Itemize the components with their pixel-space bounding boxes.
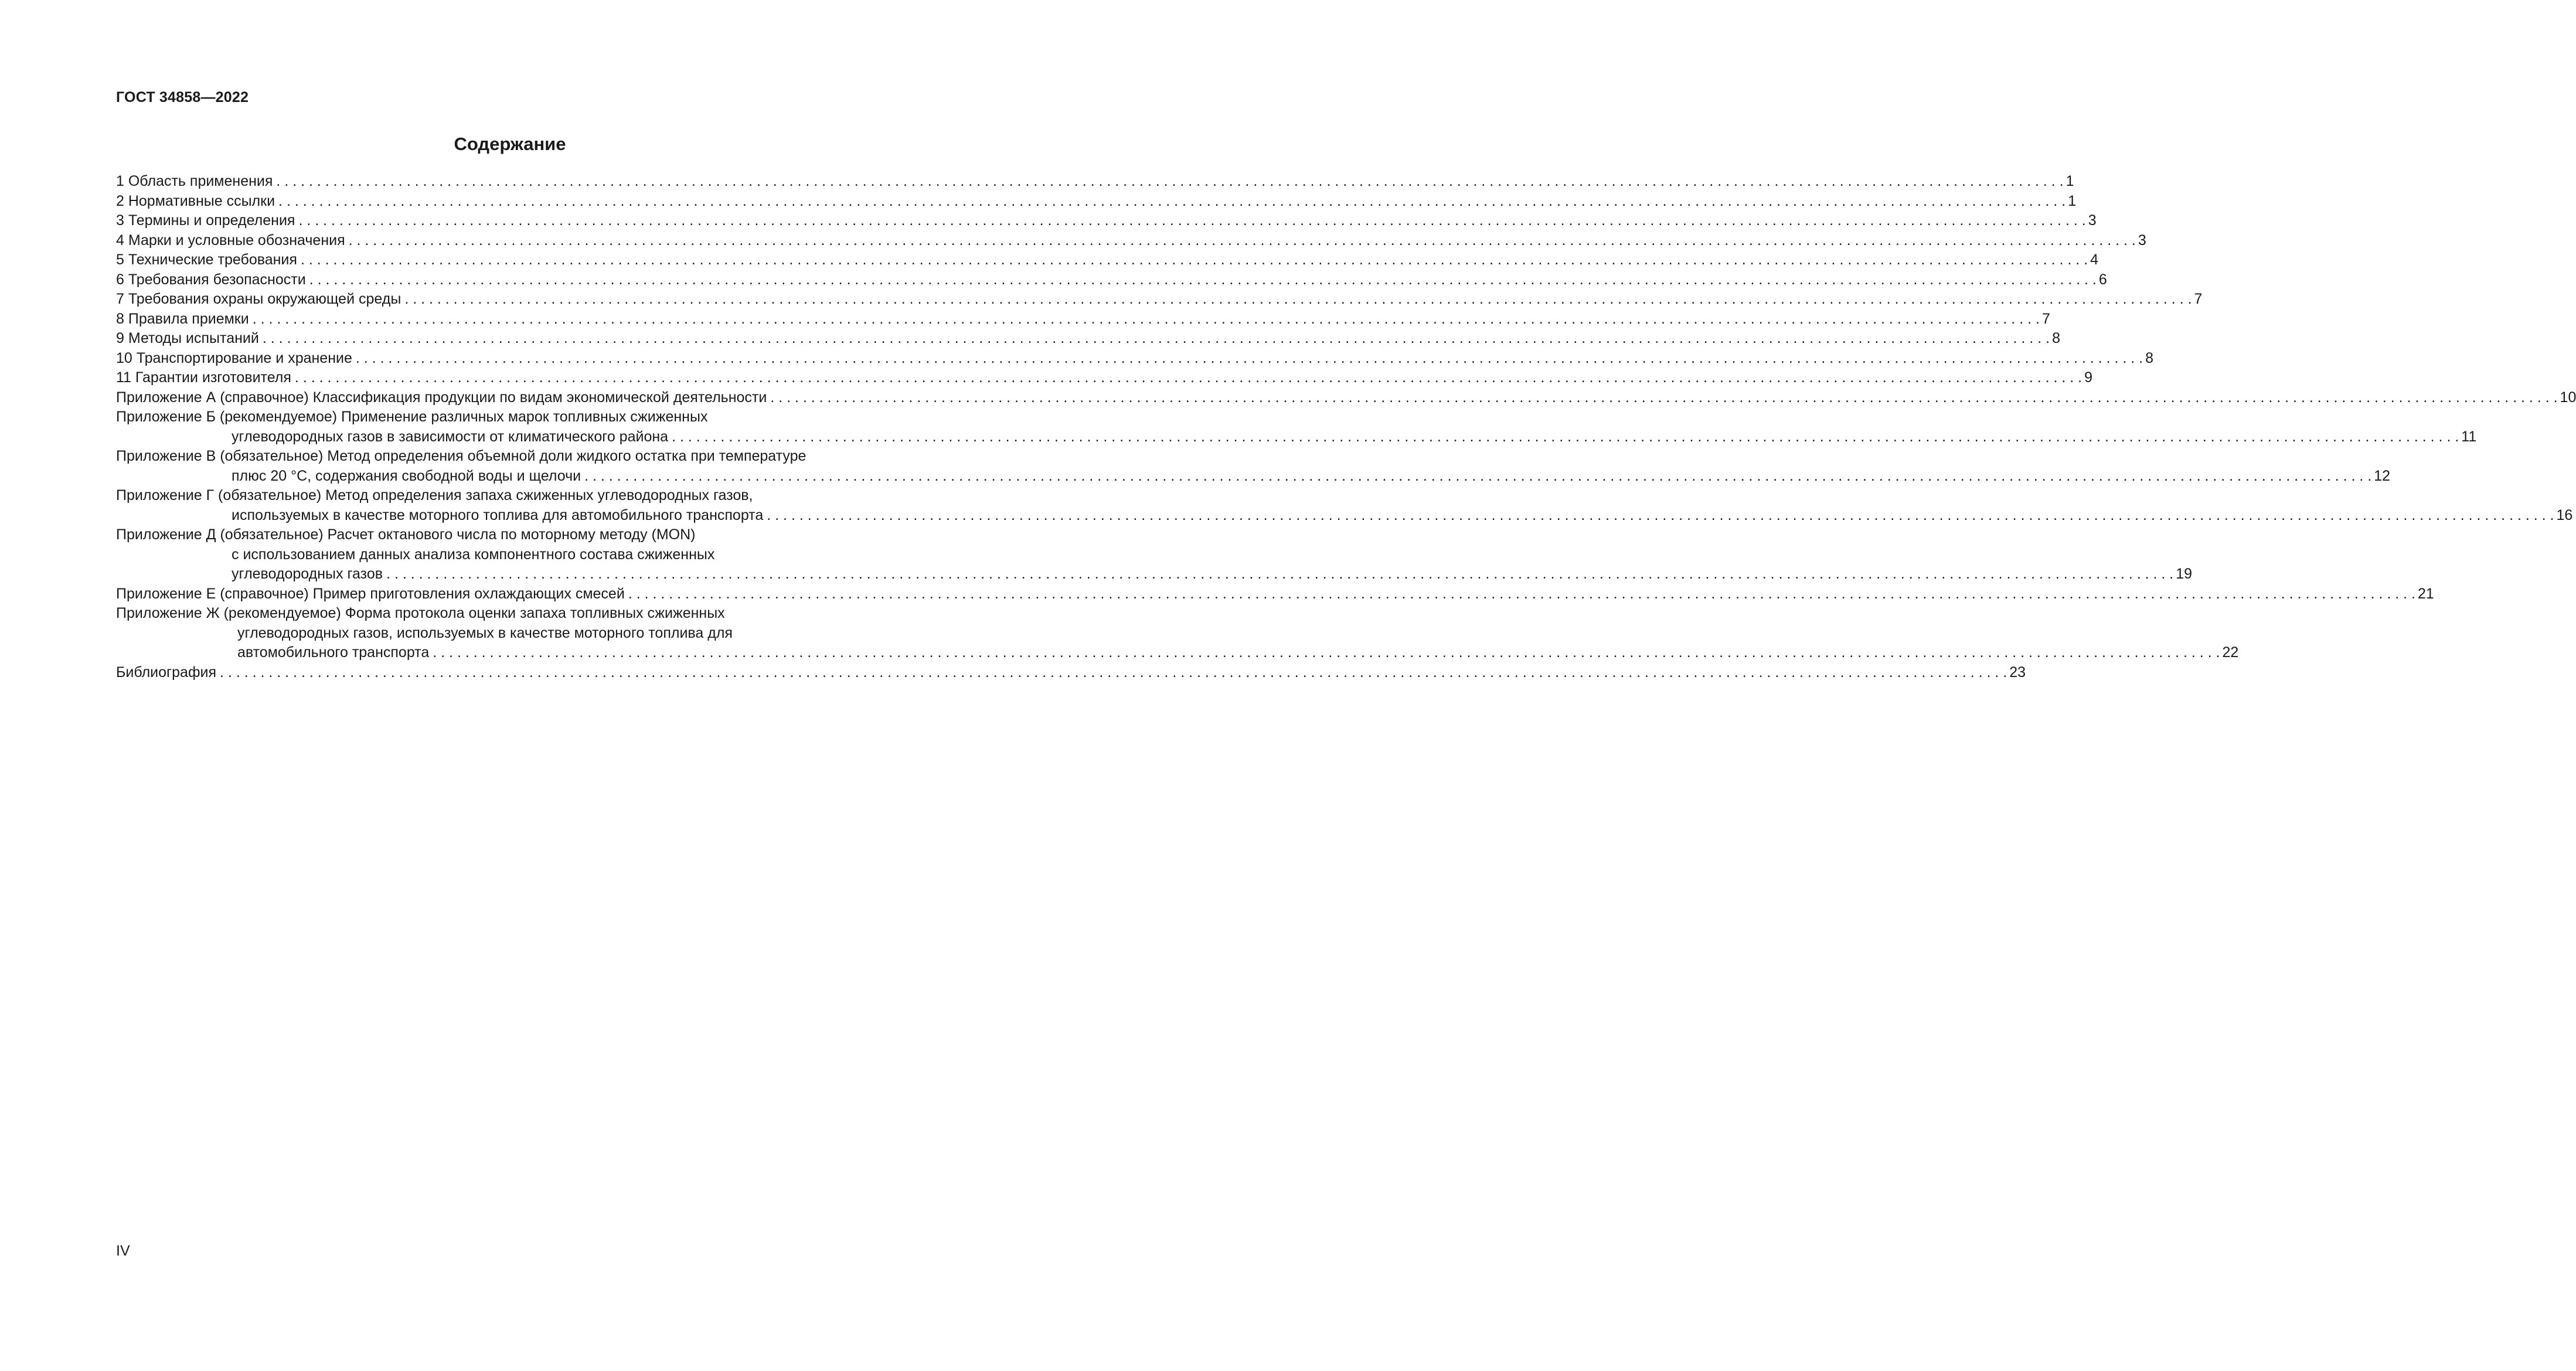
toc-entry-line: с использованием данных анализа компонентного состава сжиженных (232, 546, 715, 563)
toc-entry-page: 23 (2009, 664, 2026, 681)
dot-leader: . . . . . . . . . . . . . . . . . . . . . . . . . . . . . . . . . . . . . . . . . . . . . . . . . . . . . . . . . . . . . . . . . . . . . . . . . . . . . . . . . . . . . . . . . . . . . . . . . . . . . . . . . . . . . . . . . . . . . . . . . . . . . . . . . . . . . . . . . . . . . . . . . . . . . . . . . . . . . . . . . . . . . . . . . . . . . . . . . . . . . . . . . . . . . . . . . . . . . . . . . . . . . . . . . . . . . . . . . . . . (584, 467, 2372, 484)
toc-entry-label: 5 Технические требования (116, 251, 297, 268)
toc-entry-page: 1 (2068, 192, 2077, 209)
dot-leader: . . . . . . . . . . . . . . . . . . . . . . . . . . . . . . . . . . . . . . . . . . . . . . . . . . . . . . . . . . . . . . . . . . . . . . . . . . . . . . . . . . . . . . . . . . . . . . . . . . . . . . . . . . . . . . . . . . . . . . . . . . . . . . . . . . . . . . . . . . . . . . . . . . . . . . . . . . . . . . . . . . . . . . . . . . . . . . . . . . . . . . . . . . . . . . . . . . . . . . . . . . . . . . . . . . . . . . . . . . . . (770, 389, 2558, 406)
toc-entry[interactable] (116, 349, 2154, 369)
toc-entry-label: 4 Марки и условные обозначения (116, 232, 345, 249)
toc-entry-label: Приложение Е (справочное) Пример приготовления охлаждающих смесей (116, 585, 625, 602)
toc-entry-line: Приложение Б (рекомендуемое) Применение различных марок топливных сжиженных (116, 409, 708, 425)
toc-entry-line: Приложение В (обязательное) Метод определения объемной доли жидкого остатка при температуре (116, 448, 807, 464)
toc-entry-line: Приложение Ж (рекомендуемое) Форма протокола оценки запаха топливных сжиженных (116, 605, 725, 621)
table-of-contents (116, 172, 2576, 682)
dot-leader: . . . . . . . . . . . . . . . . . . . . . . . . . . . . . . . . . . . . . . . . . . . . . . . . . . . . . . . . . . . . . . . . . . . . . . . . . . . . . . . . . . . . . . . . . . . . . . . . . . . . . . . . . . . . . . . . . . . . . . . . . . . . . . . . . . . . . . . . . . . . . . . . . . . . . . . . . . . . . . . . . . . . . . . . . . . . . . . . . . . . . . . . . . . . . . . . . . . . . . . . . . . . . . . . . . . . . . . . . . . . (386, 566, 2174, 582)
dot-leader: . . . . . . . . . . . . . . . . . . . . . . . . . . . . . . . . . . . . . . . . . . . . . . . . . . . . . . . . . . . . . . . . . . . . . . . . . . . . . . . . . . . . . . . . . . . . . . . . . . . . . . . . . . . . . . . . . . . . . . . . . . . . . . . . . . . . . . . . . . . . . . . . . . . . . . . . . . . . . . . . . . . . . . . . . . . . . . . . . . . . . . . . . . . . . . . . . . . . . . . . . . . . . . . . . . . . . . . . . . . . (628, 585, 2416, 602)
toc-entry-line: Приложение Г (обязательное) Метод определения запаха сжиженных углеводородных газов, (116, 487, 753, 504)
toc-entry[interactable] (116, 270, 2107, 290)
toc-entry-page: 6 (2098, 271, 2107, 288)
toc-entry-line: Приложение Д (обязательное) Расчет октанового числа по моторному методу (MON) (116, 526, 696, 543)
toc-entry[interactable] (116, 329, 2060, 349)
page-number: IV (116, 1243, 130, 1259)
toc-entry-page: 22 (2222, 644, 2239, 661)
toc-entry-page: 9 (2084, 369, 2093, 386)
toc-entry-label: 3 Термины и определения (116, 212, 295, 229)
toc-entry[interactable] (116, 290, 2203, 309)
dot-leader: . . . . . . . . . . . . . . . . . . . . . . . . . . . . . . . . . . . . . . . . . . . . . . . . . . . . . . . . . . . . . . . . . . . . . . . . . . . . . . . . . . . . . . . . . . . . . . . . . . . . . . . . . . . . . . . . . . . . . . . . . . . . . . . . . . . . . . . . . . . . . . . . . . . . . . . . . . . . . . . . . . . . . . . . . . . . . . . . . . . . . . . . . . . . . . . . . . . . . . . . . . . . . . . . . . . . . . . . . . . . (355, 349, 2143, 366)
toc-entry-line: углеводородных газов, используемых в качестве моторного топлива для (237, 624, 733, 641)
page-title: Содержание (454, 134, 566, 154)
toc-entry[interactable] (116, 584, 2434, 604)
toc-entry-page: 8 (2145, 349, 2154, 366)
dot-leader: . . . . . . . . . . . . . . . . . . . . . . . . . . . . . . . . . . . . . . . . . . . . . . . . . . . . . . . . . . . . . . . . . . . . . . . . . . . . . . . . . . . . . . . . . . . . . . . . . . . . . . . . . . . . . . . . . . . . . . . . . . . . . . . . . . . . . . . . . . . . . . . . . . . . . . . . . . . . . . . . . . . . . . . . . . . . . . . . . . . . . . . . . . . . . . . . . . . . . . . . . . . . . . . . . . . . . . . . . . . . (300, 251, 2088, 268)
toc-entry[interactable] (116, 368, 2093, 388)
toc-entry-page: 11 (2461, 428, 2477, 445)
toc-entry-page: 16 (2556, 506, 2573, 523)
toc-entry[interactable] (116, 231, 2146, 251)
toc-entry-page: 1 (2065, 173, 2074, 189)
toc-entry-page: 3 (2138, 232, 2146, 249)
dot-leader: . . . . . . . . . . . . . . . . . . . . . . . . . . . . . . . . . . . . . . . . . . . . . . . . . . . . . . . . . . . . . . . . . . . . . . . . . . . . . . . . . . . . . . . . . . . . . . . . . . . . . . . . . . . . . . . . . . . . . . . . . . . . . . . . . . . . . . . . . . . . . . . . . . . . . . . . . . . . . . . . . . . . . . . . . . . . . . . . . . . . . . . . . . . . . . . . . . . . . . . . . . . . . . . . . . . . . . . . . . . . (278, 192, 2066, 209)
toc-entry-label: Приложение А (справочное) Классификация продукции по видам экономической деятельности (116, 389, 767, 406)
toc-entry-page: 10 (2560, 389, 2576, 406)
document-code: ГОСТ 34858—2022 (116, 89, 249, 106)
toc-entry-page: 21 (2418, 585, 2434, 602)
toc-entry[interactable] (116, 211, 2097, 231)
toc-entry-label: автомобильного транспорта (237, 644, 430, 661)
dot-leader: . . . . . . . . . . . . . . . . . . . . . . . . . . . . . . . . . . . . . . . . . . . . . . . . . . . . . . . . . . . . . . . . . . . . . . . . . . . . . . . . . . . . . . . . . . . . . . . . . . . . . . . . . . . . . . . . . . . . . . . . . . . . . . . . . . . . . . . . . . . . . . . . . . . . . . . . . . . . . . . . . . . . . . . . . . . . . . . . . . . . . . . . . . . . . . . . . . . . . . . . . . . . . . . . . . . . . . . . . . . . (298, 212, 2086, 229)
toc-entry[interactable] (116, 407, 2477, 447)
toc-entry[interactable] (116, 663, 2026, 683)
toc-entry[interactable] (116, 525, 2193, 584)
toc-entry[interactable] (116, 604, 2239, 663)
toc-entry-label: 8 Правила приемки (116, 310, 249, 327)
dot-leader: . . . . . . . . . . . . . . . . . . . . . . . . . . . . . . . . . . . . . . . . . . . . . . . . . . . . . . . . . . . . . . . . . . . . . . . . . . . . . . . . . . . . . . . . . . . . . . . . . . . . . . . . . . . . . . . . . . . . . . . . . . . . . . . . . . . . . . . . . . . . . . . . . . . . . . . . . . . . . . . . . . . . . . . . . . . . . . . . . . . . . . . . . . . . . . . . . . . . . . . . . . . . . . . . . . . . . . . . . . . . (220, 664, 2007, 681)
toc-entry-label: плюс 20 °С, содержания свободной воды и щелочи (232, 467, 581, 484)
dot-leader: . . . . . . . . . . . . . . . . . . . . . . . . . . . . . . . . . . . . . . . . . . . . . . . . . . . . . . . . . . . . . . . . . . . . . . . . . . . . . . . . . . . . . . . . . . . . . . . . . . . . . . . . . . . . . . . . . . . . . . . . . . . . . . . . . . . . . . . . . . . . . . . . . . . . . . . . . . . . . . . . . . . . . . . . . . . . . . . . . . . . . . . . . . . . . . . . . . . . . . . . . . . . . . . . . . . . . . . . . . . . (252, 310, 2040, 327)
toc-entry-label: используемых в качестве моторного топлива для автомобильного транспорта (232, 506, 764, 523)
dot-leader: . . . . . . . . . . . . . . . . . . . . . . . . . . . . . . . . . . . . . . . . . . . . . . . . . . . . . . . . . . . . . . . . . . . . . . . . . . . . . . . . . . . . . . . . . . . . . . . . . . . . . . . . . . . . . . . . . . . . . . . . . . . . . . . . . . . . . . . . . . . . . . . . . . . . . . . . . . . . . . . . . . . . . . . . . . . . . . . . . . . . . . . . . . . . . . . . . . . . . . . . . . . . . . . . . . . . . . . . . . . . (348, 232, 2136, 249)
toc-entry[interactable] (116, 388, 2576, 408)
toc-entry-label: 6 Требования безопасности (116, 271, 306, 288)
toc-entry-label: 7 Требования охраны окружающей среды (116, 291, 401, 307)
toc-entry-page: 8 (2052, 330, 2060, 346)
toc-entry-page: 19 (2176, 566, 2193, 582)
toc-entry[interactable] (116, 250, 2099, 270)
toc-entry[interactable] (116, 192, 2077, 212)
toc-entry-label: углеводородных газов (232, 566, 383, 582)
toc-entry[interactable] (116, 309, 2050, 329)
toc-entry-page: 7 (2041, 310, 2050, 327)
toc-entry-page: 3 (2088, 212, 2097, 229)
toc-entry[interactable] (116, 172, 2074, 192)
toc-entry-label: 2 Нормативные ссылки (116, 192, 275, 209)
toc-entry-label: углеводородных газов в зависимости от климатического района (232, 428, 669, 445)
toc-entry[interactable] (116, 447, 2391, 486)
toc-entry-page: 12 (2374, 467, 2391, 484)
toc-entry[interactable] (116, 486, 2573, 525)
dot-leader: . . . . . . . . . . . . . . . . . . . . . . . . . . . . . . . . . . . . . . . . . . . . . . . . . . . . . . . . . . . . . . . . . . . . . . . . . . . . . . . . . . . . . . . . . . . . . . . . . . . . . . . . . . . . . . . . . . . . . . . . . . . . . . . . . . . . . . . . . . . . . . . . . . . . . . . . . . . . . . . . . . . . . . . . . . . . . . . . . . . . . . . . . . . . . . . . . . . . . . . . . . . . . . . . . . . . . . . . . . . . (276, 173, 2064, 189)
dot-leader: . . . . . . . . . . . . . . . . . . . . . . . . . . . . . . . . . . . . . . . . . . . . . . . . . . . . . . . . . . . . . . . . . . . . . . . . . . . . . . . . . . . . . . . . . . . . . . . . . . . . . . . . . . . . . . . . . . . . . . . . . . . . . . . . . . . . . . . . . . . . . . . . . . . . . . . . . . . . . . . . . . . . . . . . . . . . . . . . . . . . . . . . . . . . . . . . . . . . . . . . . . . . . . . . . . . . . . . . . . . . (404, 291, 2192, 307)
dot-leader: . . . . . . . . . . . . . . . . . . . . . . . . . . . . . . . . . . . . . . . . . . . . . . . . . . . . . . . . . . . . . . . . . . . . . . . . . . . . . . . . . . . . . . . . . . . . . . . . . . . . . . . . . . . . . . . . . . . . . . . . . . . . . . . . . . . . . . . . . . . . . . . . . . . . . . . . . . . . . . . . . . . . . . . . . . . . . . . . . . . . . . . . . . . . . . . . . . . . . . . . . . . . . . . . . . . . . . . . . . . . (294, 369, 2082, 386)
toc-entry-page: 7 (2194, 291, 2203, 307)
toc-entry-label: 10 Транспортирование и хранение (116, 349, 352, 366)
dot-leader: . . . . . . . . . . . . . . . . . . . . . . . . . . . . . . . . . . . . . . . . . . . . . . . . . . . . . . . . . . . . . . . . . . . . . . . . . . . . . . . . . . . . . . . . . . . . . . . . . . . . . . . . . . . . . . . . . . . . . . . . . . . . . . . . . . . . . . . . . . . . . . . . . . . . . . . . . . . . . . . . . . . . . . . . . . . . . . . . . . . . . . . . . . . . . . . . . . . . . . . . . . . . . . . . . . . . . . . . . . . . (309, 271, 2097, 288)
toc-entry-label: Библиография (116, 664, 217, 681)
dot-leader: . . . . . . . . . . . . . . . . . . . . . . . . . . . . . . . . . . . . . . . . . . . . . . . . . . . . . . . . . . . . . . . . . . . . . . . . . . . . . . . . . . . . . . . . . . . . . . . . . . . . . . . . . . . . . . . . . . . . . . . . . . . . . . . . . . . . . . . . . . . . . . . . . . . . . . . . . . . . . . . . . . . . . . . . . . . . . . . . . . . . . . . . . . . . . . . . . . . . . . . . . . . . . . . . . . . . . . . . . . . . (767, 506, 2554, 523)
toc-entry-page: 4 (2090, 251, 2099, 268)
toc-entry-label: 9 Методы испытаний (116, 330, 259, 346)
dot-leader: . . . . . . . . . . . . . . . . . . . . . . . . . . . . . . . . . . . . . . . . . . . . . . . . . . . . . . . . . . . . . . . . . . . . . . . . . . . . . . . . . . . . . . . . . . . . . . . . . . . . . . . . . . . . . . . . . . . . . . . . . . . . . . . . . . . . . . . . . . . . . . . . . . . . . . . . . . . . . . . . . . . . . . . . . . . . . . . . . . . . . . . . . . . . . . . . . . . . . . . . . . . . . . . . . . . . . . . . . . . . (262, 330, 2050, 346)
toc-entry-label: 11 Гарантии изготовителя (116, 369, 291, 386)
dot-leader: . . . . . . . . . . . . . . . . . . . . . . . . . . . . . . . . . . . . . . . . . . . . . . . . . . . . . . . . . . . . . . . . . . . . . . . . . . . . . . . . . . . . . . . . . . . . . . . . . . . . . . . . . . . . . . . . . . . . . . . . . . . . . . . . . . . . . . . . . . . . . . . . . . . . . . . . . . . . . . . . . . . . . . . . . . . . . . . . . . . . . . . . . . . . . . . . . . . . . . . . . . . . . . . . . . . . . . . . . . . . (672, 428, 2459, 445)
dot-leader: . . . . . . . . . . . . . . . . . . . . . . . . . . . . . . . . . . . . . . . . . . . . . . . . . . . . . . . . . . . . . . . . . . . . . . . . . . . . . . . . . . . . . . . . . . . . . . . . . . . . . . . . . . . . . . . . . . . . . . . . . . . . . . . . . . . . . . . . . . . . . . . . . . . . . . . . . . . . . . . . . . . . . . . . . . . . . . . . . . . . . . . . . . . . . . . . . . . . . . . . . . . . . . . . . . . . . . . . . . . . (433, 644, 2220, 661)
toc-entry-label: 1 Область применения (116, 173, 273, 189)
